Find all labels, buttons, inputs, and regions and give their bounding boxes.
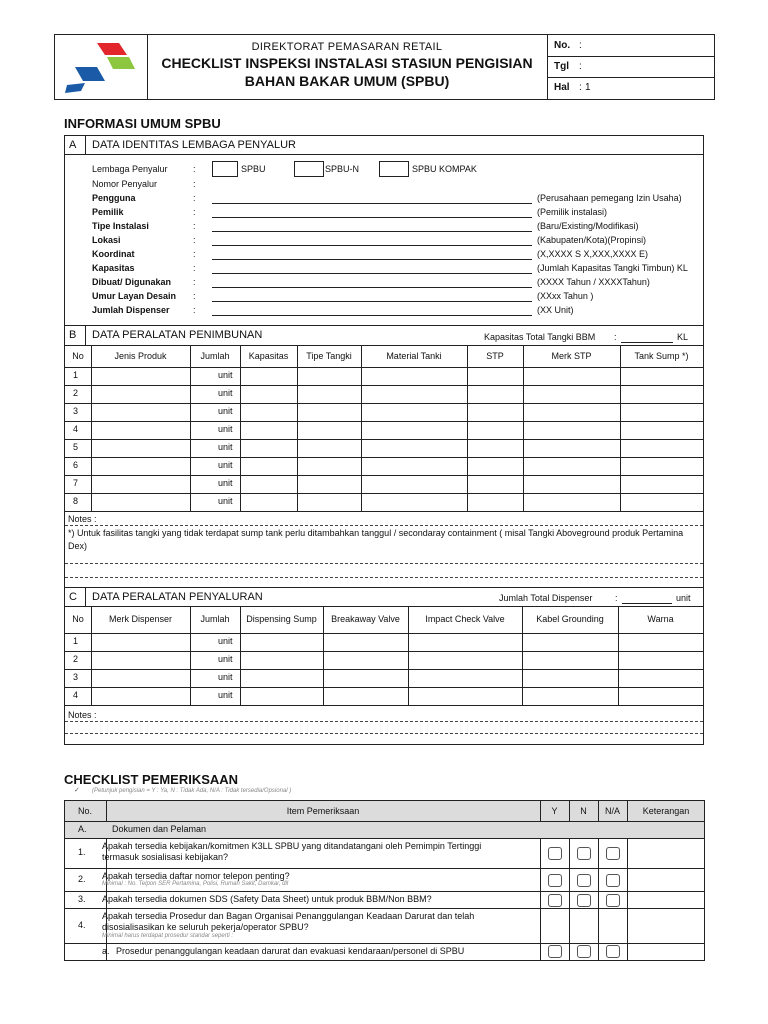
- section-b-title: DATA PERALATAN PENIMBUNAN: [92, 329, 263, 341]
- row-number: 5: [73, 442, 79, 452]
- checkbox-na[interactable]: [606, 847, 620, 860]
- form-title-line-2: BAHAN BAKAR UMUM (SPBU): [244, 73, 450, 89]
- checklist-subitem-row: [64, 943, 705, 961]
- check-mark-icon: ✓: [74, 787, 80, 794]
- lembaga-label: Lembaga Penyalur: [92, 164, 168, 174]
- field-colon: :: [193, 305, 196, 315]
- dispenser-row: [65, 651, 703, 669]
- column-header: Breakaway Valve: [331, 614, 400, 624]
- option-spbu-n-checkbox[interactable]: [294, 161, 324, 177]
- field-colon: :: [193, 193, 196, 203]
- checkbox-y[interactable]: [548, 874, 562, 887]
- field-hint: (XXXX Tahun / XXXXTahun): [537, 277, 650, 287]
- field-input[interactable]: [212, 245, 532, 246]
- unit-label: unit: [218, 460, 233, 470]
- unit-label: unit: [218, 406, 233, 416]
- field-input[interactable]: [212, 315, 532, 316]
- checklist-row: [64, 908, 705, 943]
- checklist-column-header: N/A: [604, 805, 620, 816]
- column-header: Jumlah: [200, 614, 230, 624]
- checkbox-n[interactable]: [577, 874, 591, 887]
- unit-label: unit: [218, 388, 233, 398]
- column-header: Warna: [647, 614, 674, 624]
- field-label: Pemilik: [92, 207, 124, 217]
- field-label: Nomor Penyalur: [92, 179, 158, 189]
- column-header: Kabel Grounding: [536, 614, 604, 624]
- storage-row: [65, 457, 703, 475]
- field-input[interactable]: [212, 259, 532, 260]
- form-header: [54, 34, 715, 100]
- directorate: DIREKTORAT PEMASARAN RETAIL: [251, 41, 443, 53]
- row-number: 3: [73, 406, 79, 416]
- option-spbu-kompak-label: SPBU KOMPAK: [412, 164, 477, 174]
- capacity-label: Kapasitas Total Tangki BBM: [484, 332, 596, 342]
- column-header: No: [72, 614, 84, 624]
- item-number: 2.: [78, 874, 86, 884]
- field-colon: :: [193, 235, 196, 245]
- capacity-unit: KL: [677, 332, 689, 342]
- storage-row: [65, 439, 703, 457]
- storage-row: [65, 475, 703, 493]
- checklist-column-header: Y: [551, 805, 558, 816]
- row-number: 2: [73, 654, 79, 664]
- item-subtext: Minimal harus terdapat prosedur standar seperti :: [102, 933, 234, 939]
- row-number: 4: [73, 424, 79, 434]
- row-number: 6: [73, 460, 79, 470]
- checkbox-n[interactable]: [577, 847, 591, 860]
- field-colon: :: [193, 263, 196, 273]
- row-number: 1: [73, 636, 79, 646]
- section-b-letter: B: [69, 329, 77, 341]
- storage-row: [65, 493, 703, 511]
- row-number: 4: [73, 690, 79, 700]
- option-spbu-n-label: SPBU-N: [325, 164, 360, 174]
- subitem-label: a.: [102, 946, 110, 956]
- field-colon: :: [193, 249, 196, 259]
- column-header: Jenis Produk: [114, 350, 167, 361]
- checkbox-na[interactable]: [606, 874, 620, 887]
- column-header: Tank Sump *): [634, 350, 689, 361]
- meta-cell: [547, 35, 714, 99]
- checklist-instruction: (Petunjuk pengisian = Y : Ya, N : Tidak Ada, N/A : Tidak tersedia/Opsional ): [92, 788, 292, 794]
- item-text: Apakah tersedia dokumen SDS (Safety Data Sheet) untuk produk BBM/Non BBM?: [102, 894, 432, 904]
- item-number: 1.: [78, 847, 86, 857]
- dispenser-total-label: Jumlah Total Dispenser: [499, 593, 593, 603]
- unit-label: unit: [218, 672, 233, 682]
- checklist-table: [64, 800, 705, 960]
- field-colon: :: [193, 207, 196, 217]
- checklist-column-header: N: [580, 805, 587, 816]
- column-header: Impact Check Valve: [425, 614, 505, 624]
- field-input[interactable]: [212, 217, 532, 218]
- storage-row: [65, 367, 703, 385]
- field-label: Jumlah Dispenser: [92, 305, 170, 315]
- item-number: 4.: [78, 920, 86, 930]
- capacity-input[interactable]: [621, 342, 673, 343]
- field-hint: (Baru/Existing/Modifikasi): [537, 221, 639, 231]
- column-header: STP: [486, 350, 504, 361]
- field-colon: :: [193, 221, 196, 231]
- field-colon: :: [193, 291, 196, 301]
- checkbox-y[interactable]: [548, 945, 562, 958]
- tgl-colon: :: [579, 61, 582, 72]
- item-text: Apakah tersedia daftar nomor telepon penting?: [102, 871, 290, 881]
- unit-label: unit: [218, 690, 233, 700]
- checkbox-y[interactable]: [548, 847, 562, 860]
- checklist-column-header: Keterangan: [642, 805, 690, 816]
- checklist-row: [64, 838, 705, 868]
- field-hint: (Jumlah Kapasitas Tangki Timbun) KL: [537, 263, 688, 273]
- section-c-title: DATA PERALATAN PENYALURAN: [92, 591, 263, 603]
- field-label: Kapasitas: [92, 263, 135, 273]
- section-a-letter: A: [69, 139, 77, 151]
- checkbox-na[interactable]: [606, 945, 620, 958]
- field-input[interactable]: [212, 287, 532, 288]
- section-c-letter: C: [69, 591, 77, 603]
- column-header: Material Tanki: [386, 350, 442, 361]
- unit-label: unit: [218, 478, 233, 488]
- capacity-colon: :: [614, 332, 617, 342]
- unit-label: unit: [218, 654, 233, 664]
- option-spbu-kompak-checkbox[interactable]: [379, 161, 409, 177]
- pertamina-logo-icon: [55, 35, 147, 99]
- checkbox-n[interactable]: [577, 945, 591, 958]
- field-label: Dibuat/ Digunakan: [92, 277, 172, 287]
- dispenser-total-input[interactable]: [622, 603, 672, 604]
- field-hint: (Kabupaten/Kota)(Propinsi): [537, 235, 647, 245]
- section-a-title: DATA IDENTITAS LEMBAGA PENYALUR: [92, 139, 296, 151]
- dispenser-row: [65, 687, 703, 705]
- dispenser-row: [65, 669, 703, 687]
- item-subtext: Minimal : No. Telpon SER Pertamina, Polisi, Rumah Sakit, Damkar, dll: [102, 881, 289, 887]
- row-number: 8: [73, 496, 79, 506]
- field-input[interactable]: [212, 273, 532, 274]
- field-label: Koordinat: [92, 249, 135, 259]
- column-header: Jumlah: [200, 350, 230, 361]
- checklist-row: [64, 868, 705, 891]
- item-text: Apakah tersedia Prosedur dan Bagan Organisai Penanggulangan Keadaan Darurat dan telah disosialisasikan ke seluruh pekerja/operator SPBU?: [102, 911, 475, 932]
- field-colon: :: [193, 179, 196, 189]
- dispenser-total-unit: unit: [676, 593, 691, 603]
- unit-label: unit: [218, 424, 233, 434]
- dispenser-row: [65, 633, 703, 651]
- no-colon: :: [579, 40, 582, 51]
- subitem-text: Prosedur penanggulangan keadaan darurat dan evakuasi kendaraan/personel di SPBU: [116, 946, 465, 956]
- info-frame: [64, 135, 704, 745]
- dispenser-total-colon: :: [615, 593, 618, 603]
- column-header: Tipe Tangki: [306, 350, 352, 361]
- option-spbu-label: SPBU: [241, 164, 266, 174]
- checklist-column-header: Item Pemeriksaan: [286, 805, 360, 816]
- field-label: Umur Layan Desain: [92, 291, 177, 301]
- row-number: 2: [73, 388, 79, 398]
- field-colon: :: [193, 277, 196, 287]
- checkbox-na[interactable]: [606, 894, 620, 907]
- row-number: 3: [73, 672, 79, 682]
- storage-row: [65, 385, 703, 403]
- unit-label: unit: [218, 442, 233, 452]
- field-hint: (Pemilik instalasi): [537, 207, 608, 217]
- storage-table: [65, 345, 703, 511]
- checklist-row: [64, 891, 705, 908]
- tank-note: *) Untuk fasilitas tangki yang tidak terdapat sump tank perlu ditambahkan tanggul / secondaray containment ( misal Tangki Aboveground produk Pertamina Dex): [68, 528, 684, 551]
- column-header: Kapasitas: [248, 350, 289, 361]
- checklist-heading: CHECKLIST PEMERIKSAAN: [64, 772, 239, 787]
- column-header: Merk STP: [551, 350, 592, 361]
- field-hint: (XXxx Tahun ): [537, 291, 594, 301]
- title-cell: [147, 35, 548, 99]
- field-hint: (X,XXXX S X,XXX,XXXX E): [537, 249, 649, 259]
- field-label: Tipe Instalasi: [92, 221, 149, 231]
- storage-row: [65, 421, 703, 439]
- option-spbu-checkbox[interactable]: [212, 161, 238, 177]
- column-header: Dispensing Sump: [246, 614, 317, 624]
- field-hint: (Perusahaan pemegang Izin Usaha): [537, 193, 682, 203]
- hal-label: Hal: [554, 82, 570, 93]
- dispenser-table: [65, 606, 703, 711]
- checklist-column-header: No.: [77, 805, 92, 816]
- lembaga-colon: :: [193, 164, 196, 174]
- column-header: Merk Dispenser: [108, 614, 173, 624]
- checkbox-n[interactable]: [577, 894, 591, 907]
- info-heading: INFORMASI UMUM SPBU: [64, 116, 221, 131]
- checklist-section-number: A.: [78, 824, 87, 834]
- column-header: No: [72, 350, 84, 361]
- unit-label: unit: [218, 636, 233, 646]
- notes-b-label: Notes :: [68, 514, 97, 524]
- unit-label: unit: [218, 370, 233, 380]
- notes-c-label: Notes :: [68, 710, 97, 720]
- row-number: 1: [73, 370, 79, 380]
- no-label: No.: [554, 40, 571, 51]
- unit-label: unit: [218, 496, 233, 506]
- tgl-label: Tgl: [554, 61, 569, 72]
- hal-value: 1: [585, 82, 591, 93]
- row-number: 7: [73, 478, 79, 488]
- field-input[interactable]: [212, 231, 532, 232]
- form-title-line-1: CHECKLIST INSPEKSI INSTALASI STASIUN PENGISIAN: [161, 55, 533, 71]
- checkbox-y[interactable]: [548, 894, 562, 907]
- storage-row: [65, 403, 703, 421]
- field-label: Pengguna: [92, 193, 136, 203]
- field-hint: (XX Unit): [537, 305, 574, 315]
- field-input[interactable]: [212, 301, 532, 302]
- checklist-section-title: Dokumen dan Pelaman: [112, 824, 207, 834]
- item-number: 3.: [78, 894, 86, 904]
- field-label: Lokasi: [92, 235, 121, 245]
- hal-colon: :: [579, 82, 582, 93]
- logo-cell: [55, 35, 148, 99]
- field-input[interactable]: [212, 203, 532, 204]
- item-text: Apakah tersedia kebijakan/komitmen K3LL SPBU yang ditandatangani oleh Pemimpin Tertinggi termasuk sosialisasi kebijakan?: [102, 841, 482, 862]
